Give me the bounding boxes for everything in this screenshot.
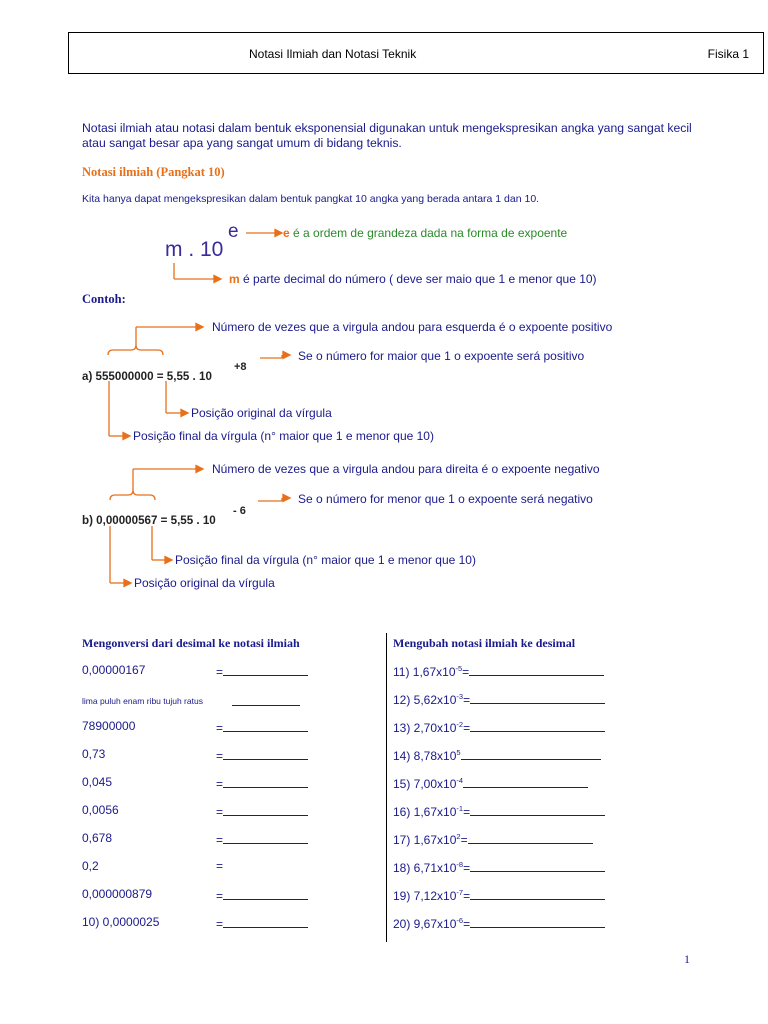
answer-blank[interactable] [470, 719, 605, 732]
worksheet-left-label: 0,73 [82, 747, 106, 761]
header-subject: Fisika 1 [707, 47, 749, 61]
answer-blank[interactable] [223, 915, 308, 928]
answer-blank[interactable] [470, 691, 605, 704]
section-title: Notasi ilmiah (Pangkat 10) [82, 165, 225, 179]
example-a-note-original: Posição original da vírgula [191, 406, 332, 420]
worksheet-left-label: 0,00000167 [82, 663, 146, 677]
answer-blank[interactable] [223, 747, 308, 760]
answer-area [216, 831, 308, 847]
worksheet-right-mantissa: 16) 1,67x10 [393, 805, 457, 819]
example-a-note-final: Posição final da vírgula (n° maior que 1 e menor que 10) [133, 429, 434, 443]
worksheet-left-label: 0,045 [82, 775, 113, 789]
equals-sign: = [463, 917, 471, 931]
header-title: Notasi Ilmiah dan Notasi Teknik [249, 47, 417, 61]
example-b-expression: b) 0,00000567 = 5,55 . 10 [82, 514, 216, 527]
worksheet-right-mantissa: 13) 2,70x10 [393, 721, 457, 735]
worksheet-right-mantissa: 12) 5,62x10 [393, 693, 457, 707]
answer-area [216, 775, 308, 791]
exponent-label [283, 226, 567, 240]
answer-blank[interactable] [223, 775, 308, 788]
answer-blank[interactable] [470, 859, 605, 872]
answer-area [216, 663, 308, 679]
exponent-label-text: é a ordem de grandeza dada na forma de expoente [293, 226, 568, 240]
example-b-note-final: Posição final da vírgula (n° maior que 1 e menor que 10) [175, 553, 476, 567]
worksheet-right-exponent: -1 [456, 804, 464, 813]
worksheet-left-row [82, 831, 382, 845]
page-number: 1 [684, 952, 690, 966]
worksheet-left-label: 0,2 [82, 859, 99, 873]
worksheet-right-row [393, 915, 605, 931]
answer-blank[interactable] [470, 803, 605, 816]
equals-sign: = [216, 721, 224, 735]
answer-blank[interactable] [223, 663, 308, 676]
answer-blank[interactable] [223, 831, 308, 844]
equals-sign: = [463, 861, 471, 875]
example-a-note-right: Se o número for maior que 1 o expoente será positivo [298, 349, 585, 363]
worksheet-right-exponent: -2 [456, 720, 464, 729]
worksheet-right-exponent: -8 [456, 860, 464, 869]
worksheet-right-exponent: -7 [456, 888, 464, 897]
exponent-label-symbol: e [283, 226, 290, 240]
equals-sign: = [216, 917, 224, 931]
worksheet-right-row [393, 691, 605, 707]
worksheet-left-row [82, 663, 382, 677]
worksheet-left-label: 0,000000879 [82, 887, 153, 901]
answer-area [216, 747, 308, 763]
formula-exponent: e [228, 221, 239, 242]
worksheet-right-row [393, 859, 605, 875]
worksheet-right-row [393, 803, 605, 819]
equals-sign: = [463, 721, 471, 735]
worksheet-right-exponent: -6 [456, 916, 464, 925]
worksheet-right-mantissa: 11) 1,67x10 [393, 665, 456, 679]
worksheet-right-mantissa: 19) 7,12x10 [393, 889, 457, 903]
equals-sign: = [463, 889, 471, 903]
answer-blank[interactable] [461, 747, 601, 760]
answer-area [216, 803, 308, 819]
worksheet-left-label: 0,678 [82, 831, 113, 845]
answer-area [216, 859, 223, 873]
equals-sign: = [463, 805, 471, 819]
equals-sign: = [460, 833, 468, 847]
mantissa-label-symbol: m [229, 272, 240, 286]
equals-sign: = [216, 777, 224, 791]
example-b-note-right: Se o número for menor que 1 o expoente será negativo [298, 492, 593, 506]
section-description: Kita hanya dapat mengekspresikan dalam bentuk pangkat 10 angka yang berada antara 1 dan 10. [82, 193, 540, 205]
equals-sign: = [462, 665, 470, 679]
answer-area [216, 887, 308, 903]
worksheet-right-row [393, 887, 605, 903]
worksheet-left-label: 78900000 [82, 719, 136, 733]
answer-area [216, 719, 308, 735]
answer-blank[interactable] [232, 693, 300, 706]
worksheet-right-exponent: 5 [456, 748, 461, 757]
worksheet-left-row [82, 775, 382, 789]
answer-blank[interactable] [223, 887, 308, 900]
worksheet-right-mantissa: 20) 9,67x10 [393, 917, 457, 931]
worksheet-left-row [82, 887, 382, 901]
example-b-note-top: Número de vezes que a virgula andou para direita é o expoente negativo [212, 462, 600, 476]
example-a-note-top: Número de vezes que a virgula andou para esquerda é o expoente positivo [212, 320, 613, 334]
worksheet-right-row [393, 663, 604, 679]
column-divider [386, 633, 387, 942]
equals-sign: = [216, 805, 224, 819]
equals-sign: = [216, 665, 224, 679]
equals-sign: = [216, 889, 224, 903]
worksheet-right-mantissa: 17) 1,67x10 [393, 833, 457, 847]
example-b-exponent: - 6 [233, 505, 246, 517]
worksheet-right-mantissa: 15) 7,00x10 [393, 777, 457, 791]
example-a-expression: a) 555000000 = 5,55 . 10 [82, 370, 212, 383]
answer-blank[interactable] [470, 887, 605, 900]
equals-sign: = [216, 749, 224, 763]
worksheet-left-row [82, 693, 382, 707]
mantissa-label [229, 272, 597, 286]
worksheet-right-row [393, 719, 605, 735]
equals-sign: = [216, 859, 224, 873]
worksheet-left-label: 0,0056 [82, 803, 119, 817]
answer-area [232, 693, 300, 709]
equals-sign: = [463, 693, 471, 707]
mantissa-label-text: é parte decimal do número ( deve ser maio que 1 e menor que 10) [243, 272, 597, 286]
worksheet-right-title: Mengubah notasi ilmiah ke desimal [393, 636, 576, 650]
example-b-note-original: Posição original da vírgula [134, 576, 275, 590]
worksheet-left-row [82, 719, 382, 733]
equals-sign: = [216, 833, 224, 847]
worksheet-right-row [393, 831, 593, 847]
worksheet-right-row [393, 775, 588, 791]
intro-paragraph: Notasi ilmiah atau notasi dalam bentuk eksponensial digunakan untuk mengekspresikan angka yang sangat kecil atau sangat besar apa yang sangat umum di bidang teknis. [82, 121, 692, 150]
worksheet-right-exponent: -4 [456, 776, 464, 785]
answer-blank[interactable] [470, 915, 605, 928]
worksheet-right-mantissa: 18) 6,71x10 [393, 861, 457, 875]
answer-area [216, 915, 308, 931]
examples-title: Contoh: [82, 292, 126, 306]
worksheet-right-exponent: -3 [456, 692, 464, 701]
worksheet-left-row [82, 747, 382, 761]
answer-blank[interactable] [223, 803, 308, 816]
worksheet-left-row [82, 915, 382, 929]
worksheet-left-label: lima puluh enam ribu tujuh ratus [82, 696, 203, 706]
worksheet-right-exponent: -5 [455, 664, 463, 673]
worksheet-left-row [82, 803, 382, 817]
answer-blank[interactable] [469, 663, 604, 676]
answer-blank[interactable] [223, 719, 308, 732]
worksheet-left-label: 10) 0,0000025 [82, 915, 160, 929]
answer-blank[interactable] [468, 831, 593, 844]
worksheet-left-row [82, 859, 382, 873]
worksheet-right-row [393, 747, 601, 763]
worksheet-left-title: Mengonversi dari desimal ke notasi ilmiah [82, 636, 300, 650]
answer-blank[interactable] [463, 775, 588, 788]
example-a-exponent: +8 [234, 361, 247, 373]
worksheet-right-exponent: 2 [456, 832, 461, 841]
worksheet-right-mantissa: 14) 8,78x10 [393, 749, 457, 763]
formula-base: m . 10 [165, 238, 224, 261]
